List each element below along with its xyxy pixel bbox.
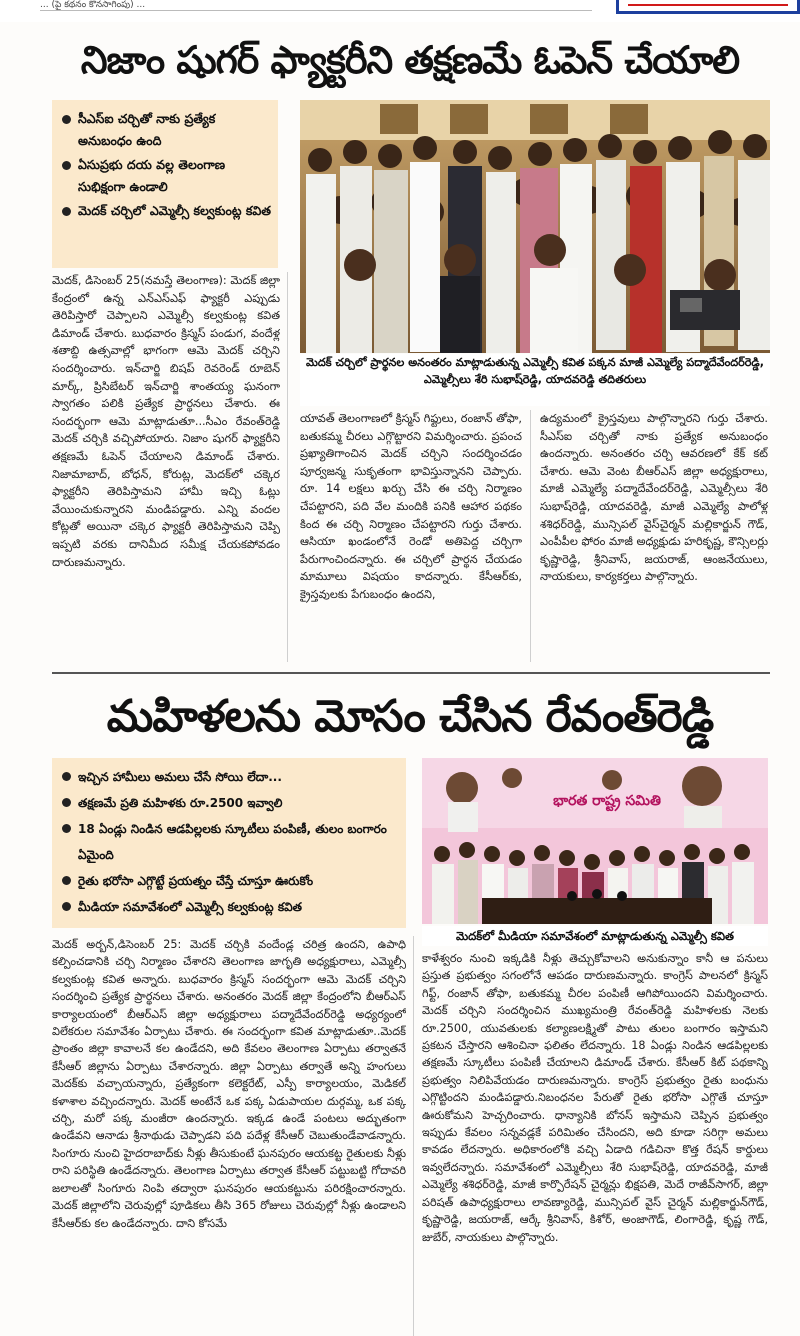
previous-headline-fragment: ... (పై కథనం కొనసాగింపు) ... [40,0,592,11]
story2-headline: మహిళలను మోసం చేసిన రేవంత్‌రెడ్డి [106,691,714,742]
highlight-item: సీఎస్ఐ చర్చితో నాకు ప్రత్యేక అనుబంధం ఉంది [60,108,272,152]
story2-photo [422,758,768,924]
story1-photo [300,100,770,353]
press-meet-photo [422,758,768,924]
story1-column-1: మెదక్, డిసెంబర్ 25(నమస్తే తెలంగాణ): మెదక్ జిల్లా కేంద్రంలో ఉన్న ఎన్ఎస్ఎఫ్ ఫ్యాక్టరీ ఎప్పుడు తెరిపిస్తారో చెప్పాలని ఎమ్మెల్సీ కల్వకుంట్ల కవిత డిమాండ్ చేశారు. బుధవారం క్రిస్మస్ పండుగ, వందేళ్ల శతాబ్ది ఉత్సవాల్లో భాగంగా ఆమె మెదక్ చర్చిని సందర్శించారు. ఇన్‌చార్జి బిషప్ రెవరెండ్ రూబెన్ మార్క్, ప్రిసిబేటర్ ఇన్‌చార్జి శాంతయ్య ఘనంగా స్వాగతం పలికి ప్రత్యేక ప్రార్థనలు చేశారు. ఈ సందర్భంగా ఆమె మాట్లాడుతూ...సీఎం రేవంత్‌రెడ్డి మెదక్ చర్చికి వచ్చిపోయారు. నిజాం షుగర్ ఫ్యాక్టరీని తక్షణమే ఓపెన్ చేయాలని డిమాండ్ చేశారు. నిజామాబాద్, బోధన్, కోరుట్ల, మెదక్‌లో చక్కెర ఫ్యాక్టరీని తెరిపిస్తామని హామీ ఇచ్చి ఓట్లు వేయించుకున్నారని మండిపడ్డారు. ఎన్ని వందల కోట్లతో అయినా చక్కెర ఫ్యాక్టరీ తెరిపిస్తామని చెప్పి ఇప్పటి వరకు దానిమీద సమీక్ష చేయకపోవడం దారుణమన్నారు. [52,274,280,569]
highlight-item: మెదక్ చర్చిలో ఎమ్మెల్సీ కల్వకుంట్ల కవిత [60,200,272,222]
bullet-icon [62,207,71,216]
column-divider [530,410,531,662]
bullet-icon [62,772,71,781]
section-red-rule [628,4,788,6]
section-frame [616,0,800,14]
story-separator [52,672,770,674]
previous-page-strip [0,0,800,22]
story2-photo-caption: మెదక్‌లో మీడియా సమావేశంలో మాట్లాడుతున్న ఎమ్మెల్సీ కవిత [422,926,768,946]
bullet-icon [62,876,71,885]
highlight-item: రైతు భరోసా ఎగ్గొట్టే ప్రయత్నం చేస్తే చూస్తూ ఊరుకోం [60,868,400,894]
bullet-icon [62,161,71,170]
story1-photo-caption: మెదక్ చర్చిలో ప్రార్థనల అనంతరం మాట్లాడుతున్న ఎమ్మెల్సీ కవిత పక్కన మాజీ ఎమ్మెల్యే పద్మాదేవేందర్‌రెడ్డి, ఎమ్మెల్సీలు శేరి సుభాష్‌రెడ్డి, యాదవరెడ్డి తదితరులు [300,354,770,406]
story2-highlights-box [52,758,406,928]
column-divider [413,936,414,1336]
highlight-item: ఇచ్చిన హామీలు అమలు చేసే సోయి లేదా... [60,764,400,790]
story1-headline: నిజాం షుగర్ ఫ్యాక్టరీని తక్షణమే ఓపెన్ చేయాలి [80,38,740,82]
story2-column-1: మెదక్ అర్బన్,డిసెంబర్ 25: మెదక్ చర్చికి వందేండ్ల చరిత్ర ఉందని, ఉపాధి కల్పించడానికి చర్చి నిర్మాణం చేశారని తెలంగాణ జాగృతి అధ్యక్షురాలు, ఎమ్మెల్సీ కల్వకుంట్ల కవిత అన్నారు. బుధవారం క్రిస్మస్ సందర్భంగా ఆమె మెదక్ చర్చిని సందర్శించి ప్రత్యేక ప్రార్థనలు చేశారు. అనంతరం మెదక్ జిల్లా కేంద్రంలోని బీఆర్ఎస్ కార్యాలయంలో బీఆర్ఎస్ జిల్లా అధ్యక్షురాలు పద్మాదేవేందర్‌రెడ్డి అధ్యర్యంలో విలేకరుల సమావేశం ఏర్పాటు చేశారు. ఈ సందర్భంగా కవిత మాట్లాడుతూ..మెదక్ ప్రాంతం జిల్లా కావాలనే కల ఉండేదని, అది కేవలం తెలంగాణ ఏర్పాటు తర్వాతనే కేసీఆర్ జిల్లాను ఏర్పాటు చేశారన్నారు. జిల్లా ఏర్పాటు తర్వాతే అన్ని హంగులు మెదక్‌కు వచ్చాయన్నారు, ప్రత్యేకంగా కలెక్టరేట్, ఎస్పీ కార్యాలయం, మెడికల్ కళాశాల వచ్చిందన్నారు. మెదక్ అంటేనే ఒక పక్క ఏడుపాయల దుర్గమ్మ, ఒక పక్క చర్చి, మరో పక్క మంజీరా ఉందన్నారు. ఇక్కడ ఉండే పంటలు అద్భుతంగా ఉండేవని ఆనాడు శ్రీనాథుడు చెప్పాడని పది పదేళ్ల కేసీఆర్ చెబుతుండేవాడన్నారు. సింగూరు నుంచి హైదరాబాద్‌కు నీళ్లు తీసుకుంటే ఘనపురం ఆయకట్ట రైతులకు నీళ్లు రాని పరిస్థితి ఉండేదన్నారు. తెలంగాణ ఏర్పాటు తర్వాత కేసీఆర్ పట్టుబట్టి గోదావరి జలాలతో సింగూరు నింపి తద్వారా ఘనపురం ఆయకట్టును పరిరక్షించారన్నారు. మెదక్ జిల్లాలోని చెరువుల్లో పూడికలు తీసి 365 రోజులు చెరువుల్లో నీళ్లు ఉండాలని కేసీఆర్‌కు కల ఉండేదన్నారు. దాని కోసమే [52,938,406,1230]
story1-column-3: ఉద్యమంలో క్రైస్తవులు పాల్గొన్నారని గుర్తు చేశారు. సీఎస్ఐ చర్చితో నాకు ప్రత్యేక అనుబంధం ఉందన్నారు. అనంతరం చర్చి ఆవరణలో కేక్ కట్ చేశారు. ఆమె వెంట బీఆర్ఎస్ జిల్లా అధ్యక్షురాలు, మాజీ ఎమ్మెల్యే పద్మాదేవేందర్‌రెడ్డి, ఎమ్మెల్సీలు శేరి సుభాష్‌రెడ్డి, యాదవరెడ్డి, మాజీ ఎమ్మెల్యే పాలోళ్ల శశిధర్‌రెడ్డి, మున్సిపల్ వైస్‌చైర్మన్ మల్లికార్జున్ గౌడ్, ఎంపీపీల ఫోరం మాజీ అధ్యక్షుడు హరికృష్ణ, కౌన్సిలర్లు కృష్ణారెడ్డి, శ్రీనివాస్, జయరాజ్, ఆంజనేయులు, నాయకులు, కార్యకర్తలు పాల్గొన్నారు. [540,412,768,584]
column-divider [287,272,288,662]
church-group-photo [300,100,770,353]
brs-banner-text: భారత రాష్ట్ర సమితి [553,793,661,809]
highlight-item: మీడియా సమావేశంలో ఎమ్మెల్సీ కల్వకుంట్ల కవిత [60,894,400,920]
bullet-icon [62,115,71,124]
bullet-icon [62,824,71,833]
highlight-item: ఏసుప్రభు దయ వల్ల తెలంగాణ సుభిక్షంగా ఉండాలి [60,154,272,198]
story2-column-2: కాళేశ్వరం నుంచి ఇక్కడికి నీళ్లు తెచ్చుకోవాలని అనుకున్నాం కానీ ఆ పనులు ప్రస్తుత ప్రభుత్వం సగంలోనే ఆపడం దారుణమన్నారు. కాంగ్రెస్ పాలనలో క్రిస్మస్ గిఫ్ట్, రంజాన్ తోఫా, బతుకమ్మ చీరల పంపిణీ ఆగిపోయిందని విమర్శించారు. మెదక్ చర్చిని సందర్శించిన ముఖ్యమంత్రి రేవంత్‌రెడ్డి మహిళలకు నెలకు రూ.2500, యువతులకు కల్యాణలక్ష్మితో పాటు తులం బంగారం ఇస్తామని ప్రకటన చేస్తారని ఆశించినా ఫలితం లేదన్నారు. 18 ఏండ్లు నిండిన ఆడపిల్లలకు తక్షణమే స్కూటీలు పంపిణీ చేయాలని డిమాండ్ చేశారు. కేసీఆర్ కిట్ పథకాన్ని ప్రభుత్వం నిలిపివేయడం దారుణమన్నారు. కాంగ్రెస్ ప్రభుత్వం రైతు బంధును ఎగ్గొట్టిందని మండిపడ్డారు.నిబంధనల పేరుతో రైతు భరోసా ఎగ్గొతే చూస్తూ ఊరుకోమని హెచ్చరించారు. ధాన్యానికి బోనస్ ఇస్తామని చెప్పిన ప్రభుత్వం ఇప్పుడు కేవలం సన్నవడ్లకే పరిమితం చేసిందని, అది కూడా సరిగ్గా అమలు కావడం లేదన్నారు. అధికారంలోకి వచ్చి ఏడాది గడిచినా కొత్త రేషన్ కార్డులు ఇవ్వలేదన్నారు. సమావేశంలో ఎమ్మెల్సీలు శేరి సుభాష్‌రెడ్డి, యాదవరెడ్డి, మాజీ ఎమ్మెల్యే శశిధర్‌రెడ్డి, మాజీ కార్పొరేషన్ చైర్మన్లు భిక్షపతి, మెదే రాజీవ్‌సాగర్, జిల్లా పరిషత్ ఉపాధ్యక్షురాలు లావణ్యారెడ్డి, మున్సిపల్ వైస్ చైర్మన్ మల్లికార్జున్‌గౌడ్, కృష్ణారెడ్డి, జయరాజ్, ఆర్కే శ్రీనివాస్, కిశోర్, అంజాగౌడ్, లింగారెడ్డి, కృష్ణ గౌడ్, జుబేర్, నాయకులు పాల్గొన్నారు. [422,952,768,1244]
story1-column-2: యావత్ తెలంగాణలో క్రిస్మస్ గిఫ్టులు, రంజాన్ తోఫా, బతుకమ్మ చీరలు ఎగ్గొట్టారని విమర్శించారు. ప్రపంచ ప్రఖ్యాతిగాంచిన మెదక్ చర్చిని సందర్శించడం పూర్వజన్మ సుకృతంగా భావిస్తున్నానని చెప్పారు. రూ. 14 లక్షలు ఖర్చు చేసి ఈ చర్చి నిర్మాణం చేపట్టారని, పది వేల మందికి పనికి ఆహార పథకం కింద ఈ చర్చి నిర్మాణం చేపట్టారని గుర్తు చేశారు. ఆసియా ఖండంలోనే రెండో అతిపెద్ద చర్చిగా పేరుగాంచిందన్నారు. ఈ చర్చిలో ప్రార్థన చేయడం మామూలు విషయం కాదన్నారు. కేసీఆర్‌కు, క్రైస్తవులకు పేగుబంధం ఉందని, [300,412,522,601]
story1-highlights-box [52,100,278,268]
bullet-icon [62,798,71,807]
bullet-icon [62,902,71,911]
highlight-item: 18 ఏండ్లు నిండిన ఆడపిల్లలకు స్కూటీలు పంపిణీ, తులం బంగారం ఏమైంది [60,816,400,868]
highlight-item: తక్షణమే ప్రతి మహిళకు రూ.2500 ఇవ్వాలి [60,790,400,816]
